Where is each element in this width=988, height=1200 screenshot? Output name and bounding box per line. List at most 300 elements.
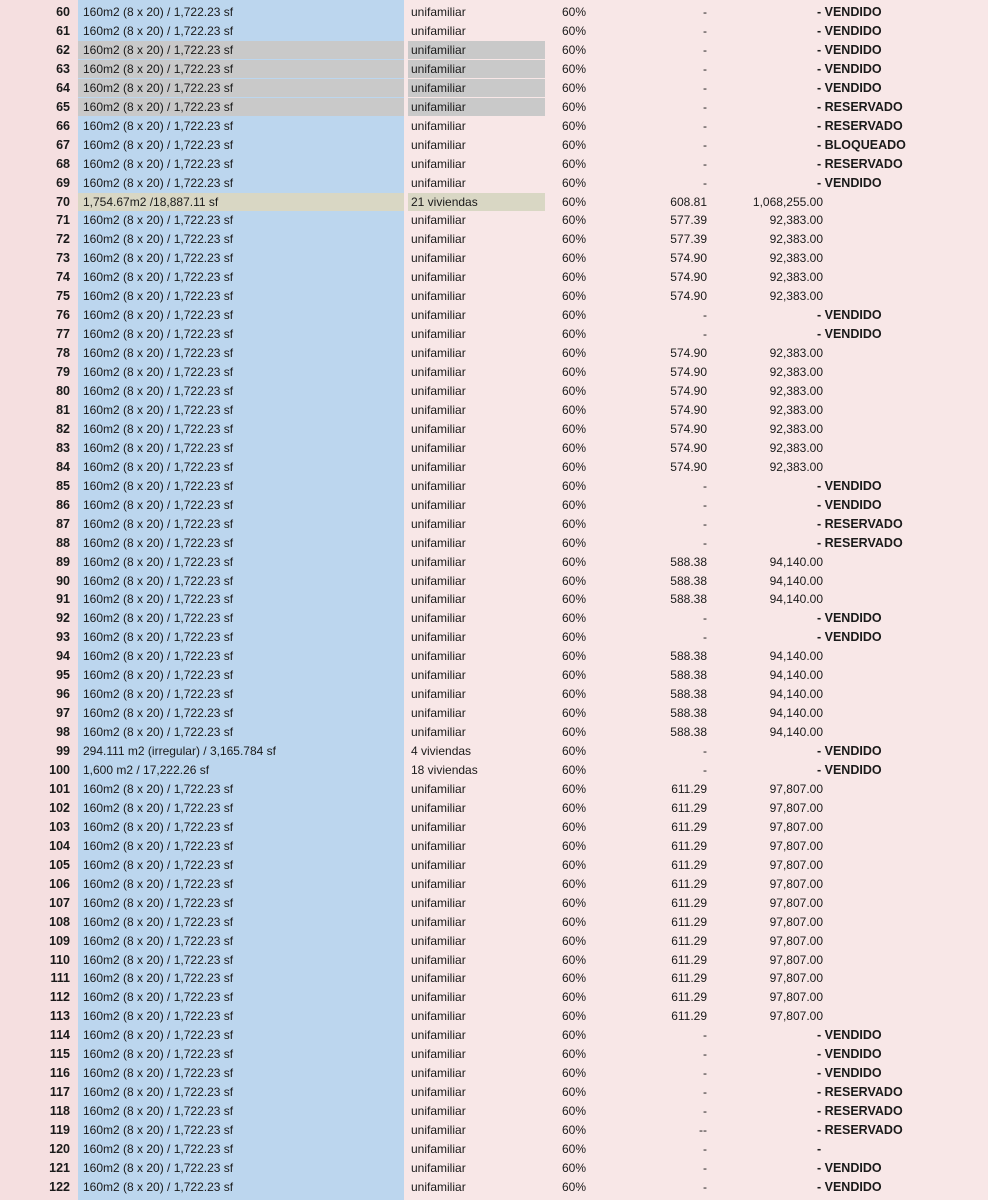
lot-type: unifamiliar (411, 384, 466, 398)
lot-type: unifamiliar (411, 308, 466, 323)
lot-percentage: 60% (562, 592, 587, 607)
lot-price-per-m2: - (703, 535, 707, 550)
lot-percentage: 60% (562, 402, 587, 417)
lot-status: - VENDIDO (817, 744, 882, 759)
table-row (0, 344, 988, 362)
lot-price: 94,140.00 (769, 687, 823, 702)
lot-area: 160m2 (8 x 20) / 1,722.23 sf (83, 175, 234, 190)
lot-price-per-m2: 611.29 (671, 1009, 707, 1024)
lot-type: unifamiliar (411, 1009, 466, 1024)
lot-price-per-m2: - (703, 156, 707, 171)
lot-percentage: 60% (562, 1104, 587, 1119)
lot-type: unifamiliar (411, 270, 466, 285)
lot-type: unifamiliar (411, 781, 466, 796)
lot-area: 160m2 (8 x 20) / 1,722.23 sf (83, 725, 234, 740)
lot-percentage: 60% (562, 270, 587, 285)
table-row (0, 136, 988, 154)
lot-percentage: 60% (562, 952, 587, 967)
lot-area: 160m2 (8 x 20) / 1,722.23 sf (83, 800, 234, 815)
lot-price (712, 117, 823, 135)
lot-price: 97,807.00 (769, 838, 823, 853)
table-row (0, 439, 988, 457)
lot-status (817, 572, 988, 590)
lot-type: unifamiliar (411, 687, 466, 702)
lot-status (817, 780, 988, 798)
lot-price: 94,140.00 (769, 554, 823, 569)
lot-price: 97,807.00 (769, 819, 823, 834)
lot-price-per-m2: - (703, 1142, 707, 1156)
lot-area: 160m2 (8 x 20) / 1,722.23 sf (83, 573, 234, 588)
lot-price-per-m2: 574.90 (670, 459, 707, 474)
lot-percentage: 60% (562, 1028, 587, 1043)
lot-area: 160m2 (8 x 20) / 1,722.23 sf (83, 592, 234, 607)
lot-status (817, 287, 988, 305)
table-row (0, 363, 988, 381)
lot-status (817, 439, 988, 457)
lot-price (712, 534, 823, 552)
lot-price: 92,383.00 (769, 251, 823, 266)
lot-price (712, 174, 823, 192)
lot-price: 94,140.00 (769, 592, 823, 607)
lot-number: 76 (56, 308, 70, 323)
lot-number: 114 (49, 1028, 70, 1043)
lot-price (712, 742, 823, 760)
lot-number: 71 (56, 213, 70, 228)
lot-status (817, 837, 988, 855)
lot-status: - VENDIDO (817, 497, 882, 512)
lot-type: unifamiliar (411, 1104, 466, 1119)
table-row (0, 1121, 988, 1139)
lot-type: unifamiliar (411, 440, 466, 455)
table-row (0, 856, 988, 874)
table-row (0, 325, 988, 343)
lot-number: 115 (49, 1047, 70, 1062)
lot-price (712, 496, 823, 514)
lot-number: 83 (56, 440, 70, 455)
lot-price-per-m2: 588.38 (670, 687, 707, 702)
table-row (0, 799, 988, 817)
lot-price-per-m2: - (703, 611, 707, 626)
lot-type: unifamiliar (411, 118, 466, 133)
lot-type: unifamiliar (411, 1085, 466, 1100)
lot-price (712, 60, 823, 78)
lot-number: 89 (56, 554, 70, 569)
lot-area: 160m2 (8 x 20) / 1,722.23 sf (83, 1085, 234, 1100)
lot-area: 160m2 (8 x 20) / 1,722.23 sf (83, 1047, 234, 1062)
lot-number: 110 (49, 952, 70, 967)
lot-percentage: 60% (562, 611, 587, 626)
lot-price: 97,807.00 (769, 1009, 823, 1024)
lot-percentage: 60% (562, 1160, 587, 1175)
lot-number: 118 (49, 1104, 70, 1119)
lot-percentage: 60% (562, 251, 587, 266)
lot-number: 102 (49, 800, 70, 815)
lot-type: unifamiliar (411, 857, 466, 872)
lot-price: 97,807.00 (769, 914, 823, 929)
lot-price-per-m2: 574.90 (670, 440, 707, 455)
lot-area: 160m2 (8 x 20) / 1,722.23 sf (83, 781, 234, 796)
lot-price (712, 477, 823, 495)
lot-price-per-m2: - (703, 118, 707, 133)
lot-percentage: 60% (562, 327, 587, 342)
lot-area: 160m2 (8 x 20) / 1,722.23 sf (83, 270, 234, 285)
lot-area: 160m2 (8 x 20) / 1,722.23 sf (83, 952, 234, 967)
lot-number: 97 (56, 706, 70, 721)
table-row (0, 287, 988, 305)
lot-status (817, 818, 988, 836)
lot-type: unifamiliar (411, 573, 466, 588)
lot-percentage: 60% (562, 725, 587, 740)
lot-status (817, 553, 988, 571)
lot-type: unifamiliar (411, 611, 466, 626)
lot-number: 74 (56, 270, 70, 285)
table-row (0, 230, 988, 248)
lot-status: - RESERVADO (817, 516, 903, 531)
lot-area: 160m2 (8 x 20) / 1,722.23 sf (83, 554, 234, 569)
table-row (0, 268, 988, 286)
lot-price-per-m2: 588.38 (670, 554, 707, 569)
lot-number: 119 (49, 1123, 70, 1138)
lot-number: 113 (49, 1009, 70, 1024)
lot-price-per-m2: - (703, 175, 707, 190)
lot-type: unifamiliar (411, 459, 466, 474)
lot-price-per-m2: 611.29 (671, 819, 707, 834)
lot-price: 92,383.00 (769, 440, 823, 455)
lot-area: 160m2 (8 x 20) / 1,722.23 sf (83, 990, 234, 1005)
lot-type: unifamiliar (411, 800, 466, 815)
table-row (0, 609, 988, 627)
lot-number: 80 (56, 384, 70, 398)
lot-area: 160m2 (8 x 20) / 1,722.23 sf (83, 819, 234, 834)
lot-type: unifamiliar (411, 497, 466, 512)
lot-price-per-m2: - (703, 327, 707, 342)
lot-status: - RESERVADO (817, 1104, 903, 1119)
lot-area: 160m2 (8 x 20) / 1,722.23 sf (78, 41, 404, 59)
lot-type: unifamiliar (411, 554, 466, 569)
lot-price (712, 22, 823, 40)
lot-percentage: 60% (562, 573, 587, 588)
lot-number: 122 (49, 1179, 70, 1194)
lot-percentage: 60% (562, 781, 587, 796)
lot-price: 1,068,255.00 (752, 194, 823, 209)
table-row (0, 875, 988, 893)
lot-area: 160m2 (8 x 20) / 1,722.23 sf (83, 23, 234, 38)
lot-status (817, 458, 988, 476)
lot-type: unifamiliar (411, 1123, 466, 1138)
lot-status (817, 590, 988, 608)
table-row (0, 969, 988, 987)
lot-type: unifamiliar (411, 706, 466, 721)
lot-area: 160m2 (8 x 20) / 1,722.23 sf (83, 706, 234, 721)
table-row (0, 249, 988, 267)
lot-number: 108 (49, 914, 70, 929)
lot-number: 120 (49, 1142, 70, 1156)
lot-price-per-m2: 611.29 (671, 952, 707, 967)
lot-type: unifamiliar (411, 838, 466, 853)
lot-type: unifamiliar (411, 1047, 466, 1062)
table-row (0, 117, 988, 135)
lot-price-per-m2: 611.29 (671, 857, 707, 872)
lot-number: 69 (56, 175, 70, 190)
lot-percentage: 60% (562, 554, 587, 569)
lot-price-per-m2: 611.29 (671, 971, 707, 986)
table-row (0, 742, 988, 760)
lot-area: 160m2 (8 x 20) / 1,722.23 sf (78, 79, 404, 97)
table-row (0, 3, 988, 21)
lot-number: 116 (49, 1066, 70, 1081)
lot-status (817, 951, 988, 969)
lot-percentage: 60% (562, 516, 587, 531)
lot-percentage: 60% (562, 1047, 587, 1062)
table-row (0, 515, 988, 533)
lot-status (817, 363, 988, 381)
lot-area: 160m2 (8 x 20) / 1,722.23 sf (83, 5, 234, 19)
lot-type: unifamiliar (411, 137, 466, 152)
lot-type: unifamiliar (411, 421, 466, 436)
lot-type: unifamiliar (411, 1179, 466, 1194)
table-row (0, 572, 988, 590)
lot-status: - (817, 1142, 822, 1156)
lot-number: 73 (56, 251, 70, 266)
lot-type: unifamiliar (411, 516, 466, 531)
lot-type: unifamiliar (411, 819, 466, 834)
lot-price-per-m2: - (703, 99, 707, 114)
lot-price-per-m2: 588.38 (670, 592, 707, 607)
lot-number: 98 (56, 725, 70, 740)
lot-price-per-m2: 574.90 (670, 346, 707, 361)
lot-area: 160m2 (8 x 20) / 1,722.23 sf (83, 630, 234, 645)
lot-price (712, 609, 823, 627)
lot-price-per-m2: 611.29 (671, 914, 707, 929)
table-row (0, 818, 988, 836)
table-row (0, 477, 988, 495)
table-row (0, 1045, 988, 1063)
lot-percentage: 60% (562, 99, 587, 114)
table-row (0, 913, 988, 931)
table-row (0, 496, 988, 514)
lot-price-per-m2: 588.38 (670, 706, 707, 721)
lot-price-per-m2: - (703, 1104, 707, 1119)
lot-price (712, 1026, 823, 1044)
lot-status: - RESERVADO (817, 1123, 903, 1138)
lot-type: unifamiliar (411, 933, 466, 948)
lot-number: 107 (49, 895, 70, 910)
lot-status: - VENDIDO (817, 611, 882, 626)
lot-percentage: 60% (562, 800, 587, 815)
lot-number: 91 (56, 592, 70, 607)
lot-status (817, 268, 988, 286)
table-row (0, 174, 988, 192)
lot-status (817, 799, 988, 817)
lot-status: - BLOQUEADO (817, 137, 906, 152)
lot-area: 160m2 (8 x 20) / 1,722.23 sf (83, 251, 234, 266)
lot-price-per-m2: 574.90 (670, 365, 707, 380)
lot-number: 70 (56, 194, 70, 209)
lot-percentage: 60% (562, 838, 587, 853)
table-row (0, 155, 988, 173)
lot-price-per-m2: - (703, 763, 707, 777)
lot-price-per-m2: - (703, 23, 707, 38)
lot-status (817, 230, 988, 248)
lot-status: - VENDIDO (817, 1066, 882, 1081)
lot-number: 111 (50, 971, 70, 986)
lot-type: unifamiliar (411, 630, 466, 645)
lot-type: unifamiliar (411, 952, 466, 967)
lot-area: 160m2 (8 x 20) / 1,722.23 sf (78, 60, 404, 78)
lot-price: 94,140.00 (769, 725, 823, 740)
lot-price (712, 1159, 823, 1177)
lot-type: unifamiliar (411, 1160, 466, 1175)
lot-number: 100 (49, 763, 70, 777)
lot-type: unifamiliar (411, 876, 466, 891)
lot-price-per-m2: - (703, 5, 707, 19)
lot-price: 97,807.00 (769, 857, 823, 872)
lot-status (817, 647, 988, 665)
lot-number: 78 (56, 346, 70, 361)
lot-number: 92 (56, 611, 70, 626)
lot-price: 97,807.00 (769, 990, 823, 1005)
lot-price (712, 79, 823, 97)
table-row (0, 780, 988, 798)
lot-percentage: 60% (562, 61, 587, 76)
lot-status: - VENDIDO (817, 1028, 882, 1043)
lot-area: 160m2 (8 x 20) / 1,722.23 sf (83, 497, 234, 512)
table-row (0, 704, 988, 722)
lot-status: - VENDIDO (817, 80, 882, 95)
lot-price: 92,383.00 (769, 346, 823, 361)
table-row (0, 628, 988, 646)
table-row (0, 22, 988, 40)
lot-price-per-m2: 574.90 (670, 251, 707, 266)
lot-type: unifamiliar (411, 649, 466, 664)
lot-type: unifamiliar (411, 365, 466, 380)
lot-price-per-m2: - (703, 1085, 707, 1100)
lot-price (712, 1102, 823, 1120)
lot-percentage: 60% (562, 933, 587, 948)
lot-price-per-m2: 611.29 (671, 933, 707, 948)
table-row (0, 193, 988, 211)
lot-price: 97,807.00 (769, 895, 823, 910)
lot-area: 160m2 (8 x 20) / 1,722.23 sf (83, 971, 234, 986)
lot-number: 103 (49, 819, 70, 834)
lot-percentage: 60% (562, 23, 587, 38)
lot-number: 104 (49, 838, 70, 853)
lot-status: - VENDIDO (817, 1047, 882, 1062)
lot-status: - VENDIDO (817, 5, 882, 19)
lot-area: 160m2 (8 x 20) / 1,722.23 sf (83, 876, 234, 891)
lot-price-per-m2: 588.38 (670, 668, 707, 683)
lot-percentage: 60% (562, 421, 587, 436)
lot-percentage: 60% (562, 346, 587, 361)
lot-price-per-m2: 608.81 (670, 194, 707, 209)
lot-price-per-m2: 611.29 (671, 800, 707, 815)
lot-price-per-m2: - (703, 1179, 707, 1194)
lot-price: 94,140.00 (769, 649, 823, 664)
lot-price: 92,383.00 (769, 402, 823, 417)
lot-number: 86 (56, 497, 70, 512)
lot-area: 160m2 (8 x 20) / 1,722.23 sf (83, 232, 234, 247)
lot-area: 1,754.67m2 /18,887.11 sf (78, 193, 404, 211)
lot-price: 92,383.00 (769, 213, 823, 228)
lot-type: unifamiliar (411, 5, 466, 19)
lot-price-per-m2: - (703, 516, 707, 531)
lot-percentage: 60% (562, 440, 587, 455)
lot-area: 160m2 (8 x 20) / 1,722.23 sf (83, 384, 234, 398)
lot-percentage: 60% (562, 213, 587, 228)
lot-area: 160m2 (8 x 20) / 1,722.23 sf (83, 478, 234, 493)
lot-status (817, 988, 988, 1006)
lot-price: 92,383.00 (769, 232, 823, 247)
lot-area: 160m2 (8 x 20) / 1,722.23 sf (83, 516, 234, 531)
table-row (0, 1064, 988, 1082)
lot-price (712, 98, 823, 116)
lot-price-per-m2: - (703, 308, 707, 323)
lot-status (817, 344, 988, 362)
lot-price-per-m2: - (703, 1160, 707, 1175)
lot-price (712, 761, 823, 779)
lot-percentage: 60% (562, 137, 587, 152)
lot-area: 1,600 m2 / 17,222.26 sf (83, 763, 210, 777)
table-row (0, 1178, 988, 1196)
lot-number: 81 (56, 402, 70, 417)
lot-status (817, 1007, 988, 1025)
lot-area: 160m2 (8 x 20) / 1,722.23 sf (83, 1142, 234, 1156)
lot-number: 63 (56, 61, 70, 76)
lot-price-per-m2: 574.90 (670, 289, 707, 304)
lot-price-per-m2: 611.29 (671, 895, 707, 910)
lot-price-per-m2: 611.29 (671, 990, 707, 1005)
lot-percentage: 60% (562, 5, 587, 19)
lot-price: 92,383.00 (769, 270, 823, 285)
lot-percentage: 60% (562, 990, 587, 1005)
lot-area: 160m2 (8 x 20) / 1,722.23 sf (83, 440, 234, 455)
lot-price-per-m2: - (703, 42, 707, 57)
lot-price (712, 515, 823, 533)
lot-type: unifamiliar (411, 251, 466, 266)
lot-status (817, 969, 988, 987)
lot-area: 160m2 (8 x 20) / 1,722.23 sf (83, 1179, 234, 1194)
lot-price (712, 1140, 823, 1158)
lot-status: - VENDIDO (817, 1160, 882, 1175)
lot-number: 101 (49, 781, 70, 796)
lot-type: unifamiliar (411, 1028, 466, 1043)
lot-status (817, 932, 988, 950)
lot-status: - VENDIDO (817, 42, 882, 57)
lot-area: 160m2 (8 x 20) / 1,722.23 sf (83, 933, 234, 948)
lot-status (817, 894, 988, 912)
lot-number: 109 (49, 933, 70, 948)
lot-percentage: 60% (562, 819, 587, 834)
lot-price-per-m2: - (703, 478, 707, 493)
lot-percentage: 60% (562, 687, 587, 702)
lot-area: 160m2 (8 x 20) / 1,722.23 sf (78, 98, 404, 116)
lot-number: 61 (56, 23, 70, 38)
table-row (0, 1007, 988, 1025)
lot-price (712, 155, 823, 173)
lot-type: unifamiliar (411, 1142, 466, 1156)
lot-percentage: 60% (562, 497, 587, 512)
lot-percentage: 60% (562, 1066, 587, 1081)
table-row (0, 553, 988, 571)
lot-price (712, 1083, 823, 1101)
table-row (0, 685, 988, 703)
table-row (0, 79, 988, 97)
table-row (0, 666, 988, 684)
lot-percentage: 60% (562, 478, 587, 493)
lot-type: unifamiliar (411, 725, 466, 740)
lot-type: unifamiliar (408, 98, 545, 116)
lot-percentage: 60% (562, 535, 587, 550)
